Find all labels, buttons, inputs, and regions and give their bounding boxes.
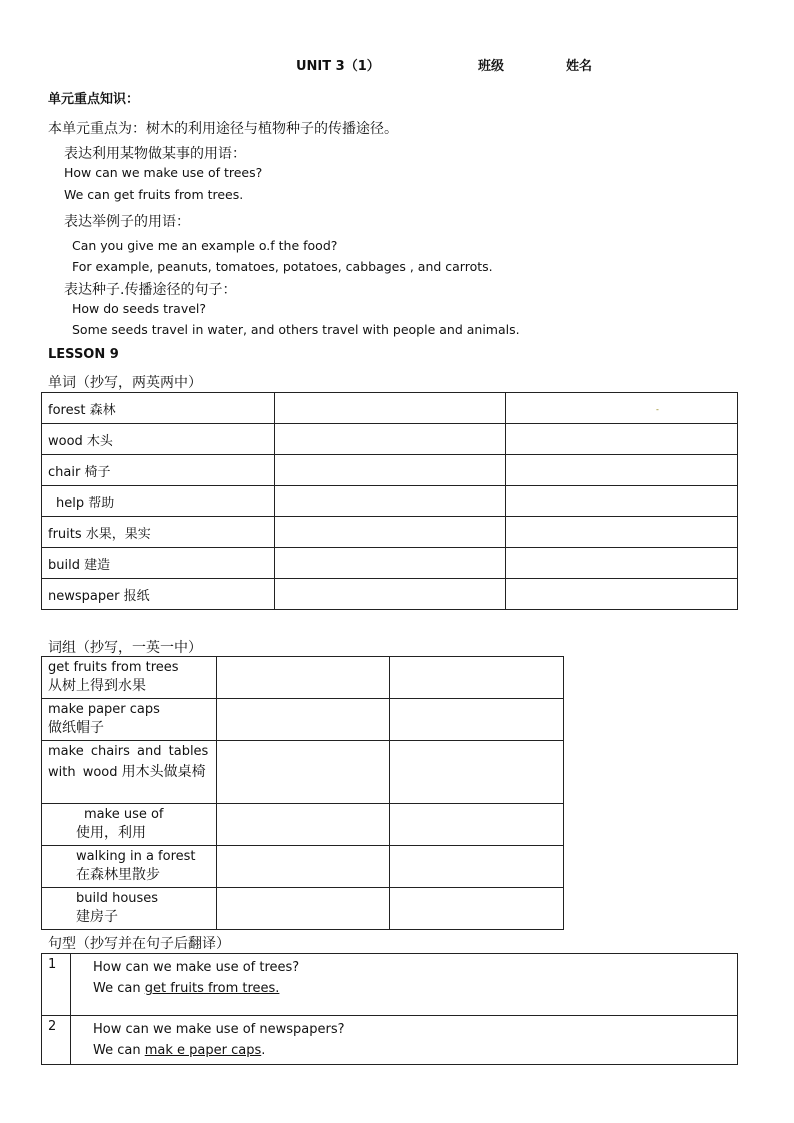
answer-prefix: We can bbox=[93, 981, 145, 996]
copy-cell[interactable] bbox=[506, 393, 738, 424]
table-row bbox=[42, 393, 738, 424]
copy-cell[interactable] bbox=[506, 424, 738, 455]
answer-underlined: get fruits from trees. bbox=[144, 981, 280, 996]
table-row bbox=[42, 741, 564, 804]
table-row bbox=[42, 548, 738, 579]
expression-line: Some seeds travel in water, and others travel with people and animals. bbox=[72, 322, 520, 337]
key-knowledge-title: 单元重点知识： bbox=[48, 92, 140, 107]
expression-title: 表达种子.传播途径的句子： bbox=[64, 282, 237, 298]
table-row bbox=[42, 888, 564, 930]
words-section-title: 单词（抄写，两英两中） bbox=[48, 375, 202, 391]
copy-cell[interactable] bbox=[275, 393, 506, 424]
phrase-en: get fruits from trees bbox=[48, 660, 179, 675]
copy-cell[interactable] bbox=[275, 579, 506, 610]
copy-cell[interactable] bbox=[390, 699, 564, 741]
word-cell: build 建造 bbox=[42, 548, 275, 579]
table-row bbox=[42, 486, 738, 517]
phrases-section-title: 词组（抄写，一英一中） bbox=[48, 640, 202, 656]
table-row bbox=[42, 657, 564, 699]
intro-text: 本单元重点为：树木的利用途径与植物种子的传播途径。 bbox=[48, 121, 398, 137]
table-row bbox=[42, 455, 738, 486]
sentence-answer bbox=[93, 978, 715, 999]
word-cell: wood 木头 bbox=[42, 424, 275, 455]
answer-underlined: mak e paper caps bbox=[144, 1043, 262, 1058]
copy-cell[interactable] bbox=[506, 579, 738, 610]
stray-mark: - bbox=[656, 404, 659, 414]
answer-prefix: We can bbox=[93, 1043, 145, 1058]
sentence-number: 1 bbox=[42, 954, 71, 1016]
word-cell: chair 椅子 bbox=[42, 455, 275, 486]
expression-title: 表达利用某物做某事的用语： bbox=[64, 146, 246, 162]
copy-cell[interactable] bbox=[275, 517, 506, 548]
copy-cell[interactable] bbox=[275, 455, 506, 486]
copy-cell[interactable] bbox=[217, 657, 390, 699]
copy-cell[interactable] bbox=[506, 486, 738, 517]
word-cell: fruits 水果，果实 bbox=[42, 517, 275, 548]
copy-cell[interactable] bbox=[390, 657, 564, 699]
copy-cell[interactable] bbox=[390, 888, 564, 930]
phrase-zh: 在森林里散步 bbox=[76, 867, 160, 883]
copy-cell[interactable] bbox=[217, 888, 390, 930]
expression-line: For example, peanuts, tomatoes, potatoes, cabbages , and carrots. bbox=[72, 259, 493, 274]
word-cell: newspaper 报纸 bbox=[42, 579, 275, 610]
phrase-cell bbox=[42, 846, 217, 888]
copy-cell[interactable] bbox=[506, 455, 738, 486]
sentence-question: How can we make use of trees? bbox=[93, 960, 300, 975]
phrase-cell bbox=[42, 657, 217, 699]
words-table bbox=[41, 392, 738, 610]
table-row bbox=[42, 1016, 738, 1065]
unit-title: UNIT 3（1） bbox=[296, 59, 380, 74]
phrase-cell bbox=[42, 804, 217, 846]
copy-cell[interactable] bbox=[390, 741, 564, 804]
table-row bbox=[42, 954, 738, 1016]
phrase-cell bbox=[42, 888, 217, 930]
copy-cell[interactable] bbox=[217, 804, 390, 846]
expression-line: We can get fruits from trees. bbox=[64, 187, 244, 202]
expression-title: 表达举例子的用语： bbox=[64, 214, 190, 230]
copy-cell[interactable] bbox=[217, 699, 390, 741]
sentence-cell bbox=[71, 1016, 738, 1065]
phrase-en: make paper caps bbox=[48, 702, 160, 717]
word-cell: forest 森林 bbox=[42, 393, 275, 424]
expression-line: Can you give me an example o.f the food? bbox=[72, 238, 338, 253]
sentence-question: How can we make use of newspapers? bbox=[93, 1022, 345, 1037]
copy-cell[interactable] bbox=[275, 548, 506, 579]
answer-suffix: . bbox=[261, 1043, 266, 1058]
phrase-en: walking in a forest bbox=[76, 849, 196, 864]
phrase-zh: 做纸帽子 bbox=[48, 720, 104, 736]
copy-cell[interactable] bbox=[275, 424, 506, 455]
copy-cell[interactable] bbox=[217, 741, 390, 804]
copy-cell[interactable] bbox=[506, 517, 738, 548]
phrase-zh: 从树上得到水果 bbox=[48, 678, 146, 694]
phrase-cell bbox=[42, 699, 217, 741]
table-row bbox=[42, 804, 564, 846]
table-row bbox=[42, 846, 564, 888]
copy-cell[interactable] bbox=[390, 846, 564, 888]
phrase-zh: 建房子 bbox=[76, 909, 118, 925]
phrase-zh: 用木头做桌椅 bbox=[121, 764, 206, 780]
copy-cell[interactable] bbox=[275, 486, 506, 517]
expression-line: How do seeds travel? bbox=[72, 301, 207, 316]
table-row bbox=[42, 517, 738, 548]
table-row bbox=[42, 699, 564, 741]
sentences-table bbox=[41, 953, 738, 1065]
phrases-table bbox=[41, 656, 564, 930]
class-label: 班级 bbox=[478, 59, 505, 74]
expression-line: How can we make use of trees? bbox=[64, 165, 263, 180]
phrase-en: make chairs and tables with wood bbox=[48, 744, 209, 780]
phrase-en: make use of bbox=[84, 807, 164, 822]
sentence-answer bbox=[93, 1040, 715, 1061]
table-row bbox=[42, 579, 738, 610]
name-label: 姓名 bbox=[566, 59, 593, 74]
word-cell: help 帮助 bbox=[42, 486, 275, 517]
copy-cell[interactable] bbox=[506, 548, 738, 579]
copy-cell[interactable] bbox=[217, 846, 390, 888]
sentence-cell bbox=[71, 954, 738, 1016]
sentence-number: 2 bbox=[42, 1016, 71, 1065]
copy-cell[interactable] bbox=[390, 804, 564, 846]
lesson-title: LESSON 9 bbox=[48, 347, 119, 362]
table-row bbox=[42, 424, 738, 455]
phrase-en: build houses bbox=[76, 891, 159, 906]
phrase-cell bbox=[42, 741, 217, 804]
sentences-section-title: 句型（抄写并在句子后翻译） bbox=[48, 936, 230, 952]
phrase-zh: 使用，利用 bbox=[76, 825, 146, 841]
